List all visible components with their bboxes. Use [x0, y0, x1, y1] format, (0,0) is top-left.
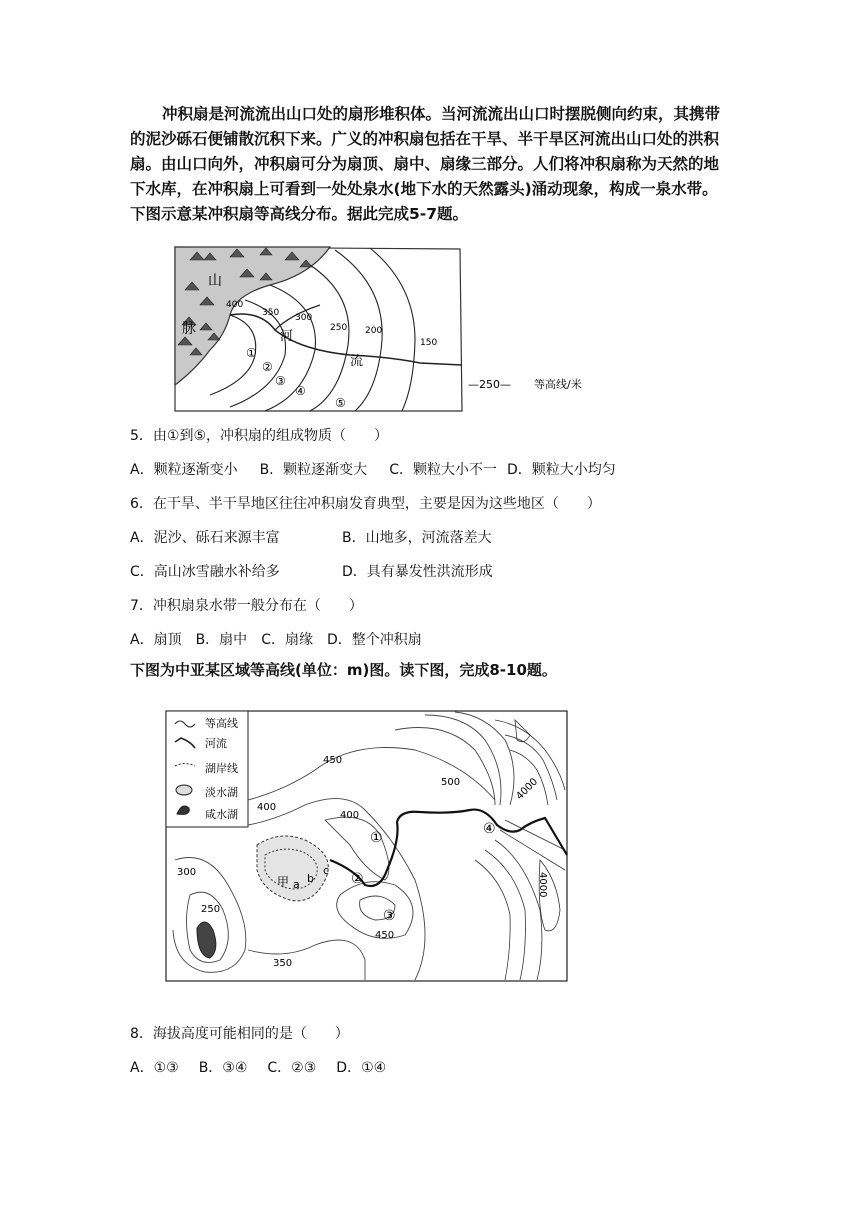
- q6-options-row1: [130, 528, 492, 548]
- fig2-contour-4000-right: 4000: [537, 872, 548, 898]
- lake-label-c: c: [323, 864, 330, 877]
- legend-river: 河流: [205, 737, 227, 750]
- fig2-contour-350: 350: [273, 958, 293, 969]
- q6-option-b[interactable]: B．山地多，河流落差大: [342, 530, 492, 546]
- q8-option-d[interactable]: D．①④: [336, 1060, 387, 1076]
- legend-saltwater-lake: 咸水湖: [205, 808, 238, 821]
- q7-stem: 7．冲积扇泉水带一般分布在（ ）: [130, 598, 363, 614]
- central-asia-contour-figure: [165, 710, 570, 984]
- marker-2: ②: [262, 360, 273, 374]
- contour-label-400: 400: [226, 300, 244, 310]
- q6-option-a[interactable]: A．泥沙、砾石来源丰富: [130, 530, 280, 546]
- q5-options: [130, 460, 616, 480]
- fig2-marker-2: ②: [351, 871, 364, 887]
- fig2-contour-450-top: 450: [323, 755, 343, 766]
- fig2-contour-250: 250: [201, 904, 221, 915]
- q8-stem: 8．海拔高度可能相同的是（ ）: [130, 1026, 349, 1042]
- contour-label-250: 250: [330, 323, 348, 333]
- q8-option-b[interactable]: B．③④: [198, 1060, 248, 1076]
- q7-option-d[interactable]: D．整个冲积扇: [326, 632, 422, 648]
- legend-lakeshore: 湖岸线: [205, 762, 238, 775]
- contour-label-200: 200: [365, 326, 383, 336]
- fig2-contour-300: 300: [177, 867, 197, 878]
- q6-options-row2: [130, 562, 493, 582]
- legend-contour-sample: —250—: [468, 378, 511, 391]
- mountain-label-2: 脉: [182, 321, 196, 337]
- mountain-label-1: 山: [208, 273, 222, 289]
- q7-options: [130, 630, 422, 650]
- legend-contour-text: 等高线/米: [534, 378, 582, 391]
- river-label-1: 河: [280, 329, 294, 344]
- q5-option-b[interactable]: B．颗粒逐渐变大: [259, 462, 368, 478]
- intro-paragraph: [130, 102, 730, 227]
- q7-option-a[interactable]: A．扇顶: [130, 632, 182, 648]
- marker-1: ①: [246, 346, 257, 360]
- q7-option-c[interactable]: C．扇缘: [261, 632, 313, 648]
- q7-option-b[interactable]: B．扇中: [195, 632, 248, 648]
- contour-label-300: 300: [295, 313, 313, 323]
- fig2-contour-500: 500: [441, 777, 461, 788]
- lake-label-b: b: [307, 872, 314, 885]
- contour-label-150: 150: [420, 338, 438, 348]
- q5-option-a[interactable]: A．颗粒逐渐变小: [130, 462, 238, 478]
- q8-options: [130, 1058, 386, 1078]
- fig2-marker-4: ④: [483, 821, 496, 837]
- alluvial-fan-figure: [170, 245, 640, 413]
- fig2-marker-3: ③: [383, 908, 396, 924]
- river-label-2: 流: [350, 354, 364, 369]
- fig2-contour-400-mid: 400: [340, 810, 360, 821]
- fig2-marker-1: ①: [370, 830, 383, 846]
- q6-stem: 6．在干旱、半干旱地区往往冲积扇发育典型，主要是因为这些地区（ ）: [130, 496, 601, 512]
- intro-text: 冲积扇是河流流出山口处的扇形堆积体。当河流流出山口时摆脱侧向约束，其携带的泥沙砾石便铺散沉积下来。广义的冲积扇包括在干旱、半干旱区河流出山口处的洪积扇。由山口向外，冲积扇可分为扇顶、扇中、扇缘三部分。人们将冲积扇称为天然的地下水库，在冲积扇上可看到一处处泉水(地下水的天然露头)涌动现象，构成一泉水带。下图示意某冲积扇等高线分布。据此完成5-7题。: [130, 105, 721, 223]
- marker-3: ③: [275, 374, 286, 388]
- marker-5: ⑤: [335, 396, 346, 410]
- q5-option-c[interactable]: C．颗粒大小不一: [389, 462, 497, 478]
- legend-freshwater-lake: 淡水湖: [205, 786, 238, 799]
- q6-option-d[interactable]: D．具有暴发性洪流形成: [342, 564, 493, 580]
- marker-4: ④: [295, 384, 306, 398]
- section-heading-8-10: 下图为中亚某区域等高线(单位：m)图。读下图，完成8-10题。: [130, 661, 557, 679]
- lake-label-a: a: [293, 878, 300, 891]
- fig2-contour-4000-top: 4000: [514, 776, 541, 803]
- lake-label-jia: 甲: [277, 875, 290, 889]
- q6-option-c[interactable]: C．高山冰雪融水补给多: [130, 564, 280, 580]
- contour-label-350: 350: [262, 308, 280, 318]
- q5-stem: 5．由①到⑤，冲积扇的组成物质（ ）: [130, 428, 389, 444]
- q8-option-a[interactable]: A．①③: [130, 1060, 179, 1076]
- q5-option-d[interactable]: D．颗粒大小均匀: [506, 462, 616, 478]
- fig2-contour-450-bottom: 450: [375, 930, 395, 941]
- fig2-contour-400-left: 400: [257, 802, 277, 813]
- legend-contour: 等高线: [205, 717, 238, 730]
- q8-option-c[interactable]: C．②③: [267, 1060, 317, 1076]
